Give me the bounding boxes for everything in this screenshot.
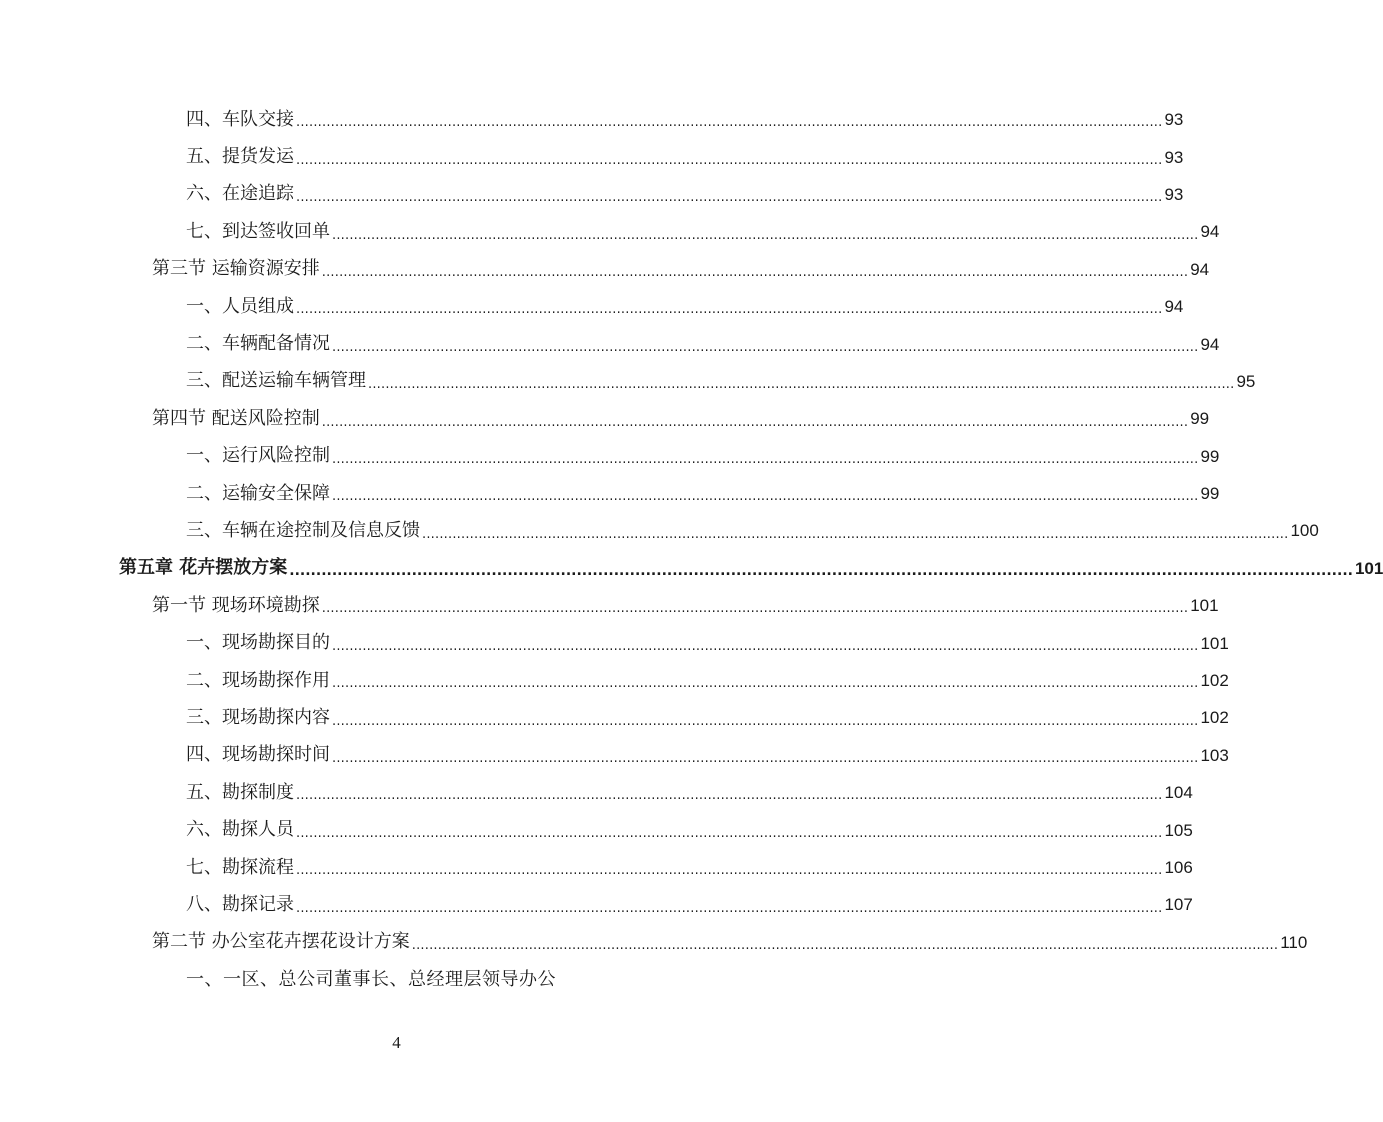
toc-entry-section[interactable] [0, 400, 1210, 437]
toc-entry-item[interactable] [0, 849, 1193, 886]
toc-leader-dots: ........................................................................................................................................................................................................ [321, 264, 1189, 280]
toc-entry-title: 第三节 运输资源安排 [152, 258, 320, 280]
toc-entry-title: 三、现场勘探内容 [186, 706, 330, 728]
toc-leader-dots: ........................................................................................................................................................................................................ [332, 339, 1199, 355]
toc-entry-page: 103 [1200, 745, 1229, 765]
toc-entry-title: 第四节 配送风险控制 [152, 407, 320, 429]
toc-entry-item[interactable] [0, 363, 1256, 400]
toc-entry-item[interactable] [0, 662, 1229, 699]
toc-entry-title: 一、人员组成 [186, 295, 294, 317]
toc-entry-item[interactable] [0, 624, 1229, 661]
table-of-contents [0, 101, 1383, 998]
toc-leader-dots: ........................................................................................................................................................................................................ [332, 713, 1199, 729]
toc-entry-page: 110 [1280, 932, 1308, 952]
toc-entry-item[interactable] [0, 213, 1220, 250]
toc-leader-dots: ........................................................................................................................................................................................................ [411, 937, 1279, 953]
toc-entry-page: 101 [1190, 596, 1219, 616]
toc-leader-dots: ........................................................................................................................................................................................................ [422, 526, 1289, 542]
toc-entry-item[interactable] [0, 961, 793, 998]
toc-leader-dots: ........................................................................................................................................................................................................ [332, 676, 1199, 692]
toc-leader-dots: ........................................................................................................................................................................................................ [321, 601, 1189, 617]
toc-entry-item[interactable] [0, 475, 1220, 512]
toc-entry-title: 五、提货发运 [186, 146, 294, 168]
toc-entry-page: 99 [1200, 484, 1220, 504]
toc-entry-page: 100 [1290, 521, 1319, 541]
toc-entry-item[interactable] [0, 886, 1193, 923]
toc-entry-title: 五、勘探制度 [186, 781, 294, 803]
toc-entry-item[interactable] [0, 699, 1229, 736]
toc-leader-dots: ........................................................................................................................................................................................................ [296, 115, 1163, 131]
toc-leader-dots: ........................................................................................................................................................................................................ [296, 788, 1163, 804]
toc-entry-item[interactable] [0, 176, 1184, 213]
toc-entry-title: 二、运输安全保障 [186, 482, 330, 504]
toc-entry-page: 94 [1200, 222, 1220, 242]
toc-entry-page: 107 [1164, 895, 1193, 915]
toc-entry-page: 101 [1354, 558, 1383, 578]
toc-entry-page: 102 [1200, 708, 1229, 728]
toc-leader-dots: ........................................................................................................................................................................................................ [321, 414, 1189, 430]
toc-entry-page: 101 [1200, 633, 1229, 653]
toc-leader-dots: ........................................................................................................................................................................................................ [332, 638, 1199, 654]
toc-entry-item[interactable] [0, 774, 1193, 811]
toc-entry-title: 六、在途追踪 [186, 183, 294, 205]
toc-entry-section[interactable] [0, 587, 1219, 624]
toc-entry-section[interactable] [0, 251, 1210, 288]
toc-leader-dots: ........................................................................................................................................................................................................ [296, 152, 1163, 168]
toc-entry-title: 七、勘探流程 [186, 856, 294, 878]
toc-entry-section[interactable] [0, 924, 1308, 961]
toc-entry-page: 105 [1164, 820, 1193, 840]
toc-entry-chapter[interactable] [0, 550, 1383, 587]
toc-entry-item[interactable] [0, 737, 1229, 774]
toc-entry-page: 99 [1200, 446, 1220, 466]
toc-entry-item[interactable] [0, 288, 1184, 325]
toc-leader-dots: ........................................................................................................................................................................................................ [332, 751, 1199, 767]
toc-entry-title: 三、配送运输车辆管理 [186, 370, 366, 392]
toc-entry-item[interactable] [0, 811, 1193, 848]
toc-entry-item[interactable] [0, 438, 1220, 475]
toc-entry-item[interactable] [0, 325, 1220, 362]
toc-entry-title: 第五章 花卉摆放方案 [119, 557, 288, 579]
toc-entry-item[interactable] [0, 101, 1184, 138]
toc-entry-item[interactable] [0, 512, 1319, 549]
toc-entry-title: 一、一区、总公司董事长、总经理层领导办公 [186, 968, 556, 990]
toc-leader-dots: ........................................................................................................................................................................................................ [296, 825, 1163, 841]
toc-entry-title: 第一节 现场环境勘探 [152, 594, 320, 616]
toc-leader-dots: ........................................................................................................................................................................................................ [296, 863, 1163, 879]
toc-leader-dots: ........................................................................................................................................................................................................ [368, 377, 1235, 393]
toc-leader-dots: ........................................................................................................................................................................................................ [296, 900, 1163, 916]
toc-entry-page: 93 [1164, 110, 1184, 130]
toc-entry-title: 二、车辆配备情况 [186, 333, 330, 355]
toc-entry-title: 四、车队交接 [186, 108, 294, 130]
toc-entry-page: 93 [1164, 147, 1184, 167]
toc-entry-page: 95 [1236, 371, 1256, 391]
page-number: 4 [392, 1033, 401, 1052]
toc-entry-item[interactable] [0, 138, 1184, 175]
toc-entry-page: 94 [1190, 259, 1210, 279]
toc-entry-page: 94 [1200, 334, 1220, 354]
toc-entry-title: 七、到达签收回单 [186, 220, 330, 242]
toc-entry-title: 第二节 办公室花卉摆花设计方案 [152, 931, 410, 953]
toc-leader-dots: ........................................................................................................................................................................................................ [332, 489, 1199, 505]
toc-leader-dots: ........................................................................................................................................................................................................ [332, 227, 1199, 243]
toc-entry-page: 102 [1200, 671, 1229, 691]
toc-entry-title: 三、车辆在途控制及信息反馈 [186, 519, 420, 541]
toc-leader-dots: ........................................................................................................................................................................................................ [296, 302, 1163, 318]
toc-entry-title: 八、勘探记录 [186, 893, 294, 915]
toc-leader-dots: ........................................................................................................................................................................................................ [332, 451, 1199, 467]
toc-entry-title: 六、勘探人员 [186, 819, 294, 841]
toc-entry-page: 99 [1190, 409, 1210, 429]
toc-entry-title: 四、现场勘探时间 [186, 744, 330, 766]
toc-leader-dots: ........................................................................................................................................................................................................ [296, 190, 1163, 206]
toc-entry-title: 二、现场勘探作用 [186, 669, 330, 691]
toc-entry-page: 106 [1164, 858, 1193, 877]
toc-entry-page: 104 [1164, 783, 1193, 803]
toc-entry-page: 94 [1164, 297, 1184, 317]
toc-entry-title: 一、现场勘探目的 [186, 632, 330, 654]
toc-leader-dots: ........................................................................................................................................................................................................ [289, 563, 1353, 580]
toc-entry-page: 93 [1164, 184, 1184, 204]
toc-entry-title: 一、运行风险控制 [186, 445, 330, 467]
